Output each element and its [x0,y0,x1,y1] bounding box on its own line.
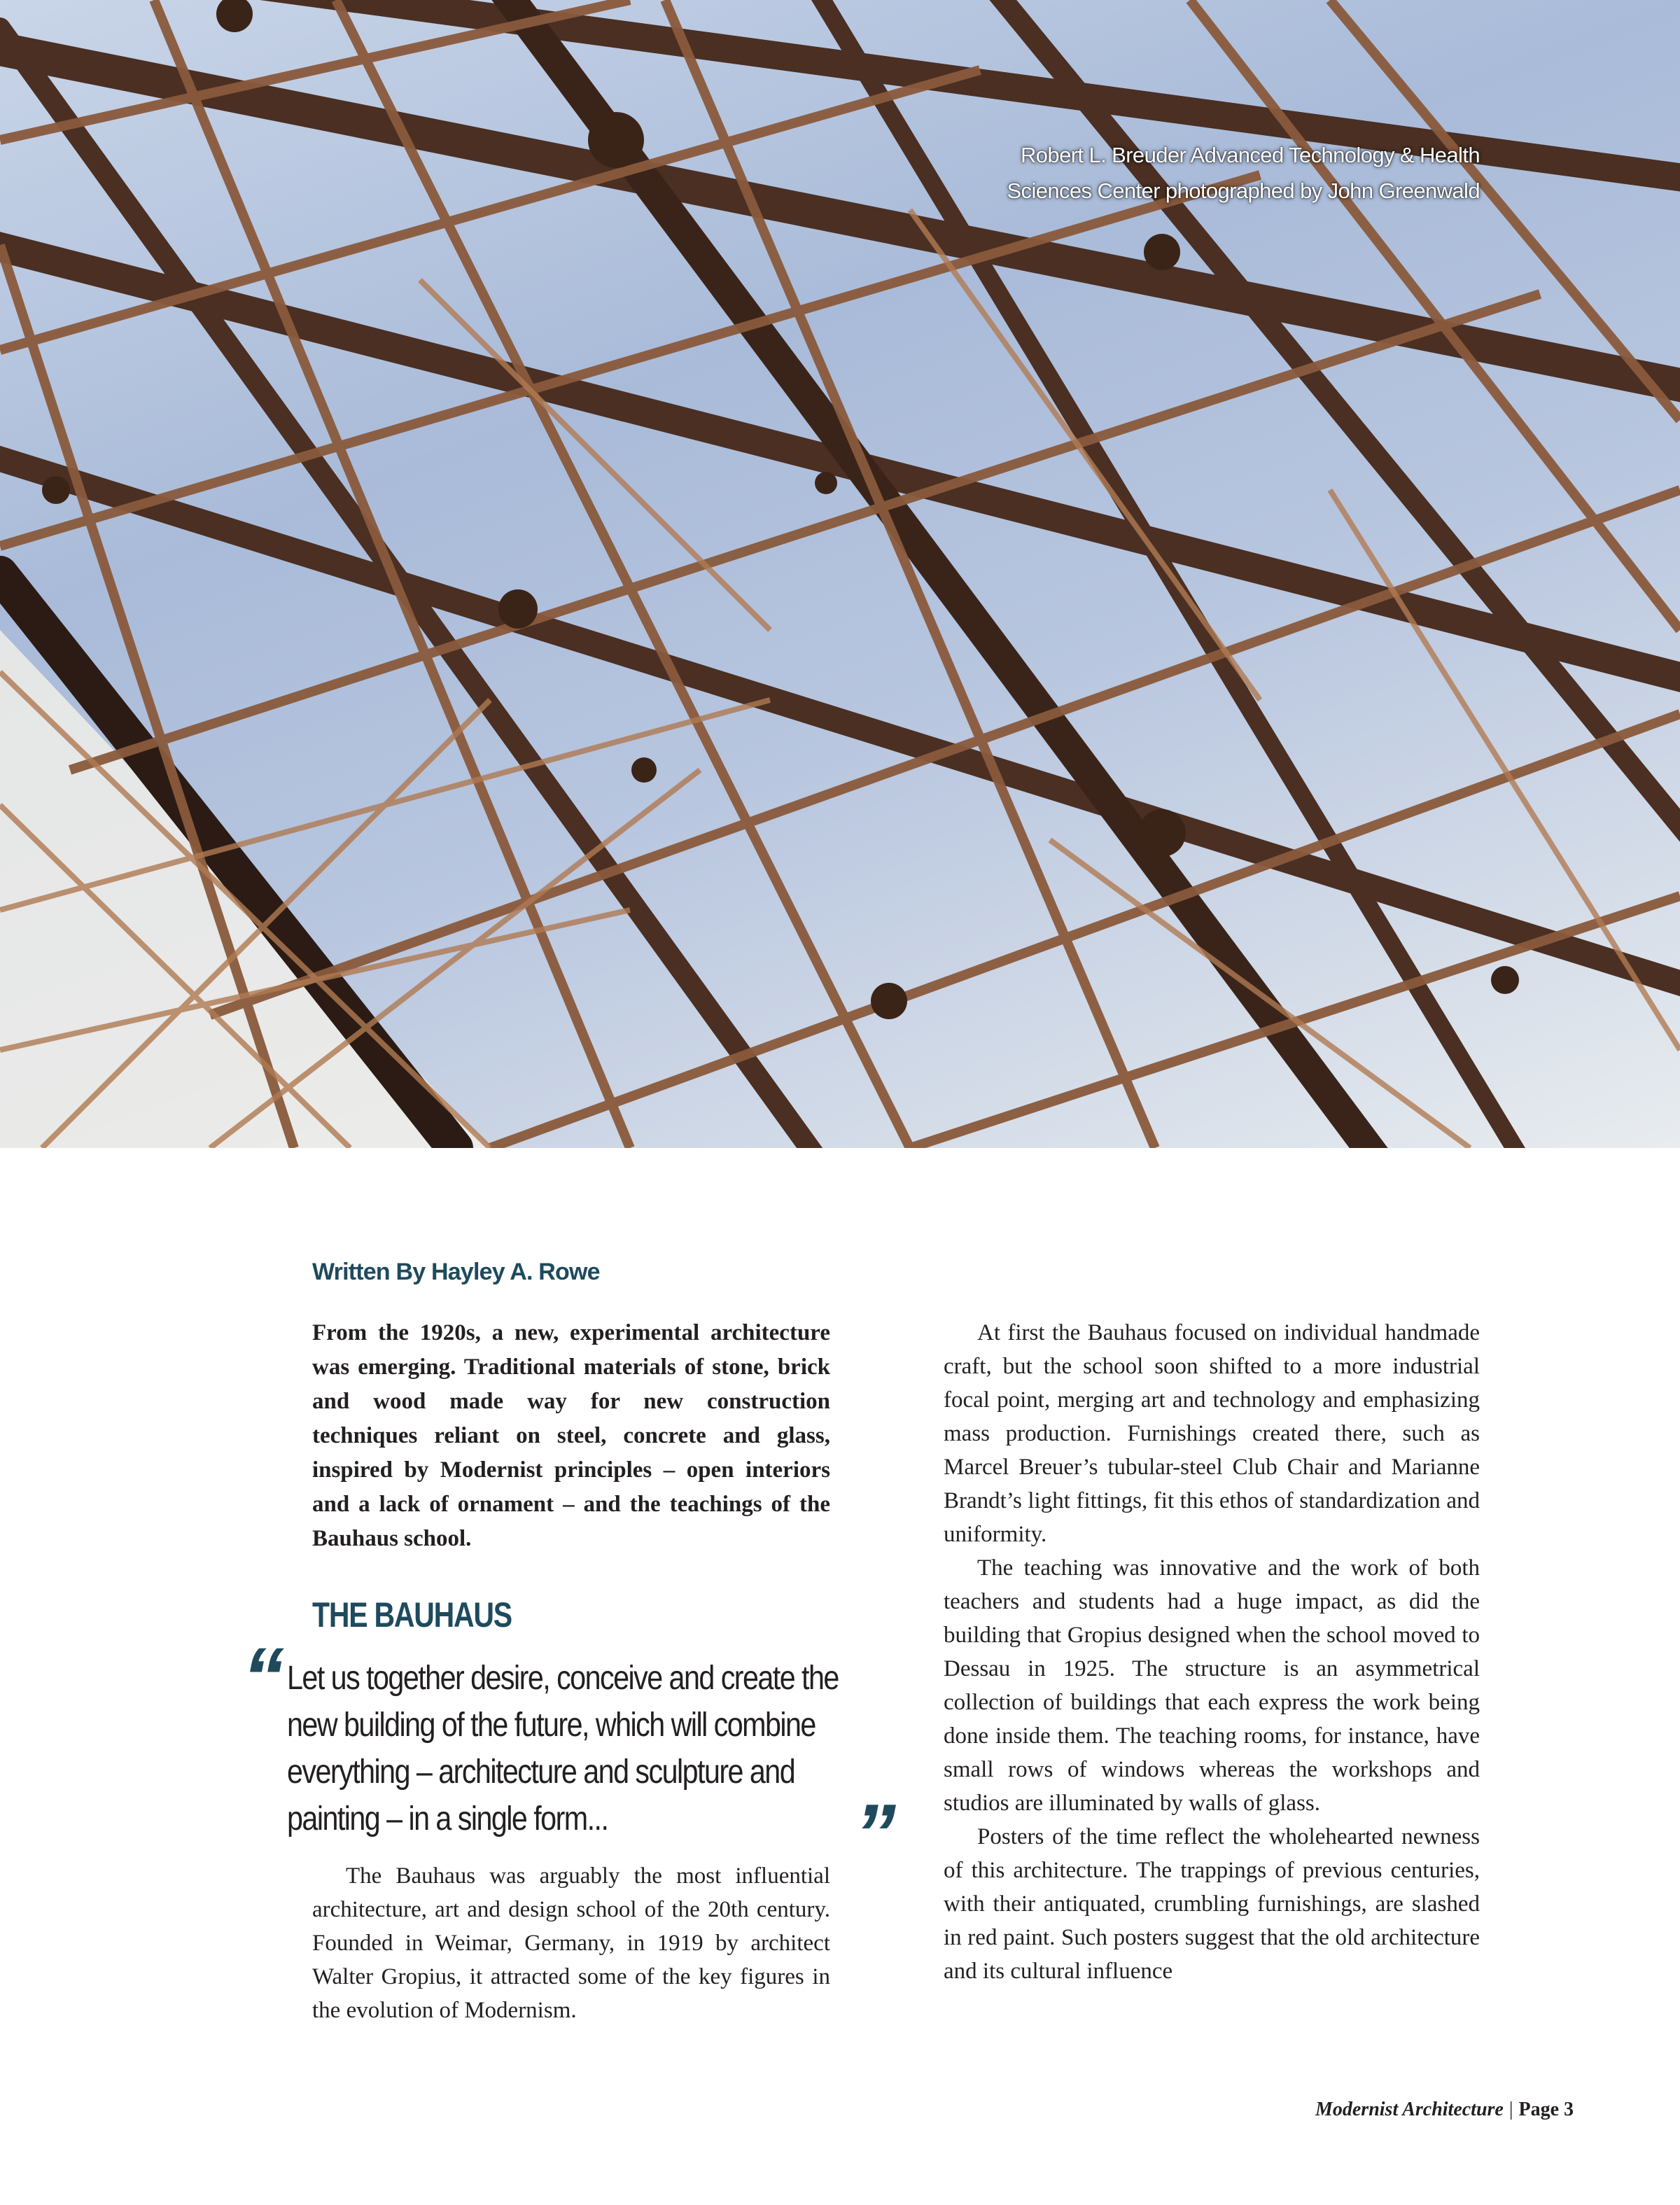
caption-line-2: Sciences Center photographed by John Greenwald [1007,178,1480,203]
close-quote-mark: ” [854,1787,896,1881]
left-column-intro [312,1316,830,1556]
pull-quote: Let us together desire, conceive and create the new building of the future, which will combine everything – architecture and sculpture and painting – in a single form... [287,1660,839,1837]
article-byline: Written By Hayley A. Rowe [312,1259,600,1285]
caption-line-1: Robert L. Breuder Advanced Technology & Health [1021,143,1480,167]
open-quote-mark: “ [242,1630,284,1724]
body-paragraph: At first the Bauhaus focused on individual handmade craft, but the school soon shifted to a more industrial focal point, merging art and technology and emphasizing mass production. Furnishings created there, such as Marcel Breuer’s tubular-steel Club Chair and Marianne Brandt’s light fittings, fit this ethos of standardization and uniformity. [944,1320,1480,1547]
publication-title: Modernist Architecture [1315,2099,1504,2120]
page-footer [1315,2099,1574,2121]
photo-caption [948,137,1480,209]
page-number: Page 3 [1518,2099,1574,2120]
body-paragraph: The Bauhaus was arguably the most influential architecture, art and design school of the 20th century. Founded in Weimar, Germany, in 1919 by architect Walter Gropius, it attracted some of the key figures in the evolution of Modernism. [312,1863,830,2023]
section-heading: THE BAUHAUS [312,1595,512,1634]
body-paragraph: The teaching was innovative and the work of both teachers and students had a huge impact, as did the building that Gropius designed when the school moved to Dessau in 1925. The structure is an asymmetrical collection of buildings that each express the work being done inside them. The teaching rooms, for instance, have small rows of windows whereas the workshops and studios are illuminated by walls of glass. [944,1555,1480,1816]
footer-separator: | [1508,2099,1513,2120]
intro-paragraph: From the 1920s, a new, experimental architecture was emerging. Traditional materials of stone, brick and wood made way for new construction techniques reliant on steel, concrete and glass, inspired by Modernist principles – open interiors and a lack of ornament – and the teachings of the Bauhaus school. [312,1320,830,1551]
body-paragraph: Posters of the time reflect the wholehearted newness of this architecture. The trappings of previous centuries, with their antiquated, crumbling furnishings, are slashed in red paint. Such posters suggest that the old architecture and its cultural influence [944,1824,1480,1984]
left-column-body [312,1859,830,2027]
right-column-body [944,1316,1480,1988]
